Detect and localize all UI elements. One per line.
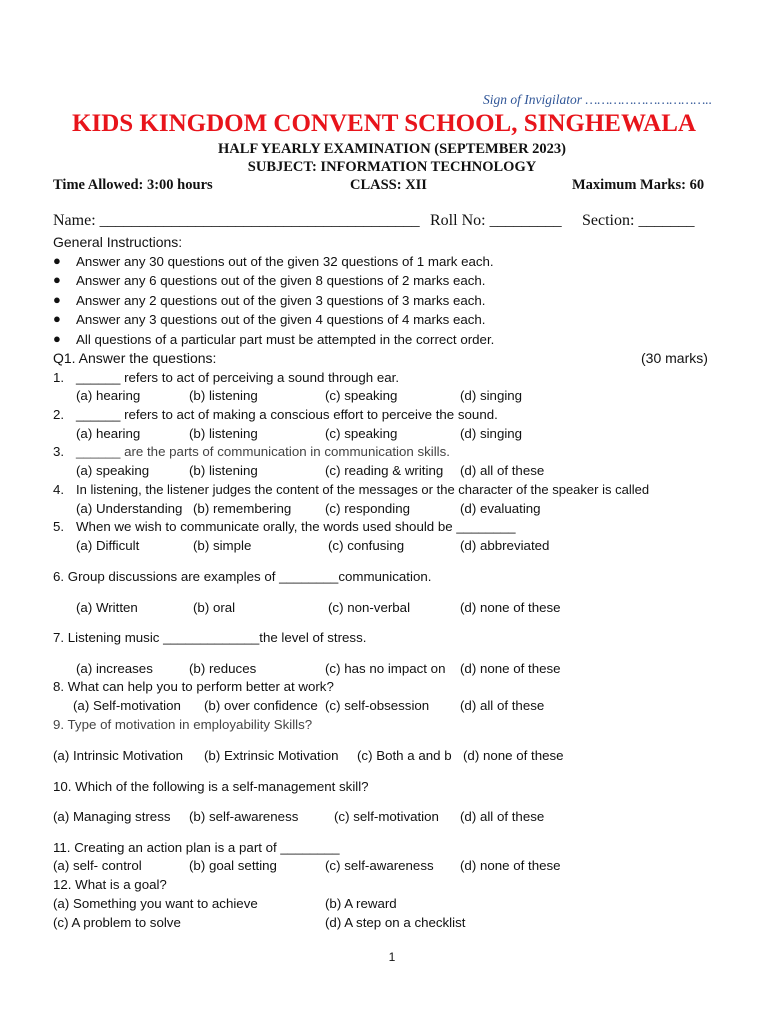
option-c: (c) responding bbox=[325, 501, 410, 516]
option-d: (d) none of these bbox=[460, 858, 561, 873]
question-text: 10. Which of the following is a self-management skill? bbox=[53, 779, 369, 794]
option-a: (a) Something you want to achieve bbox=[53, 896, 258, 911]
option-a: (a) self- control bbox=[53, 858, 142, 873]
bullet-icon: ● bbox=[53, 292, 61, 307]
instruction-item: All questions of a particular part must be attempted in the correct order. bbox=[76, 332, 495, 347]
option-c: (c) self-motivation bbox=[334, 809, 439, 824]
section-marks: (30 marks) bbox=[641, 350, 708, 366]
instructions-title: General Instructions: bbox=[53, 234, 183, 250]
option-b: (b) A reward bbox=[325, 896, 397, 911]
bullet-icon: ● bbox=[53, 311, 61, 326]
option-c: (c) has no impact on bbox=[325, 661, 446, 676]
roll-field: Roll No: _________ bbox=[430, 212, 562, 229]
name-field: Name: ________________________________________ bbox=[53, 212, 420, 229]
option-d: (d) all of these bbox=[460, 809, 545, 824]
option-b: (b) goal setting bbox=[189, 858, 277, 873]
bullet-icon: ● bbox=[53, 253, 61, 268]
option-a: (a) Written bbox=[76, 600, 138, 615]
option-c: (c) speaking bbox=[325, 426, 398, 441]
question-number: 3. bbox=[53, 444, 65, 459]
school-name: KIDS KINGDOM CONVENT SCHOOL, SINGHEWALA bbox=[72, 110, 696, 137]
option-a: (a) Managing stress bbox=[53, 809, 171, 824]
question-number: 5. bbox=[53, 519, 65, 534]
question-text: In listening, the listener judges the content of the messages or the character of the speaker is called bbox=[76, 482, 650, 497]
option-a: (a) Difficult bbox=[76, 538, 140, 553]
question-text: When we wish to communicate orally, the words used should be ________ bbox=[76, 519, 516, 534]
option-d: (d) singing bbox=[460, 426, 523, 441]
option-b: (b) simple bbox=[193, 538, 252, 553]
question-number: 2. bbox=[53, 407, 65, 422]
instruction-item: Answer any 6 questions out of the given 8 questions of 2 marks each. bbox=[76, 273, 486, 288]
instruction-item: Answer any 3 questions out of the given 4 questions of 4 marks each. bbox=[76, 312, 486, 327]
option-c: (c) A problem to solve bbox=[53, 915, 181, 930]
option-c: (c) self-awareness bbox=[325, 858, 434, 873]
option-b: (b) listening bbox=[189, 463, 258, 478]
section-title: Q1. Answer the questions: bbox=[53, 350, 217, 366]
option-b: (b) self-awareness bbox=[189, 809, 299, 824]
option-d: (d) A step on a checklist bbox=[325, 915, 466, 930]
question-number: 4. bbox=[53, 482, 65, 497]
question-text: 12. What is a goal? bbox=[53, 877, 167, 892]
option-b: (b) reduces bbox=[189, 661, 257, 676]
option-b: (b) listening bbox=[189, 426, 258, 441]
option-c: (c) non-verbal bbox=[328, 600, 411, 615]
maximum-marks: Maximum Marks: 60 bbox=[572, 177, 705, 193]
option-b: (b) over confidence bbox=[204, 698, 318, 713]
option-a: (a) increases bbox=[76, 661, 153, 676]
option-a: (a) Intrinsic Motivation bbox=[53, 748, 184, 763]
option-b: (b) oral bbox=[193, 600, 236, 615]
option-d: (d) none of these bbox=[463, 748, 564, 763]
option-d: (d) singing bbox=[460, 388, 523, 403]
option-c: (c) confusing bbox=[328, 538, 405, 553]
question-text: 7. Listening music _____________the level of stress. bbox=[53, 630, 367, 645]
option-d: (d) all of these bbox=[460, 463, 545, 478]
option-b: (b) listening bbox=[189, 388, 258, 403]
question-text: 6. Group discussions are examples of ________communication. bbox=[53, 569, 432, 584]
option-a: (a) Understanding bbox=[76, 501, 183, 516]
question-text: ______ refers to act of making a conscious effort to perceive the sound. bbox=[76, 407, 498, 422]
option-b: (b) Extrinsic Motivation bbox=[204, 748, 339, 763]
question-text: 11. Creating an action plan is a part of ________ bbox=[53, 840, 340, 855]
option-a: (a) hearing bbox=[76, 388, 141, 403]
question-text: 9. Type of motivation in employability Skills? bbox=[53, 717, 313, 732]
class-label: CLASS: XII bbox=[350, 177, 427, 193]
option-c: (c) reading & writing bbox=[325, 463, 444, 478]
option-a: (a) Self-motivation bbox=[73, 698, 181, 713]
option-d: (d) none of these bbox=[460, 600, 561, 615]
page-number: 1 bbox=[388, 950, 396, 964]
time-allowed: Time Allowed: 3:00 hours bbox=[53, 177, 213, 193]
option-d: (d) abbreviated bbox=[460, 538, 550, 553]
option-c: (c) speaking bbox=[325, 388, 398, 403]
option-a: (a) hearing bbox=[76, 426, 141, 441]
question-text: ______ are the parts of communication in communication skills. bbox=[76, 444, 450, 459]
exam-title: HALF YEARLY EXAMINATION (SEPTEMBER 2023) bbox=[217, 141, 567, 157]
option-c: (c) self-obsession bbox=[325, 698, 430, 713]
option-d: (d) evaluating bbox=[460, 501, 541, 516]
option-d: (d) none of these bbox=[460, 661, 561, 676]
question-text: 8. What can help you to perform better at work? bbox=[53, 679, 334, 694]
invigilator-sign: Sign of Invigilator ………………………….. bbox=[483, 92, 713, 107]
option-a: (a) speaking bbox=[76, 463, 150, 478]
subject-title: SUBJECT: INFORMATION TECHNOLOGY bbox=[247, 159, 537, 175]
bullet-icon: ● bbox=[53, 272, 61, 287]
section-field: Section: _______ bbox=[582, 212, 695, 229]
bullet-icon: ● bbox=[53, 331, 61, 346]
instruction-item: Answer any 30 questions out of the given 32 questions of 1 mark each. bbox=[76, 254, 494, 269]
question-text: ______ refers to act of perceiving a sound through ear. bbox=[76, 370, 400, 385]
option-d: (d) all of these bbox=[460, 698, 545, 713]
question-number: 1. bbox=[53, 370, 65, 385]
option-b: (b) remembering bbox=[193, 501, 292, 516]
instruction-item: Answer any 2 questions out of the given 3 questions of 3 marks each. bbox=[76, 293, 486, 308]
option-c: (c) Both a and b bbox=[357, 748, 452, 763]
